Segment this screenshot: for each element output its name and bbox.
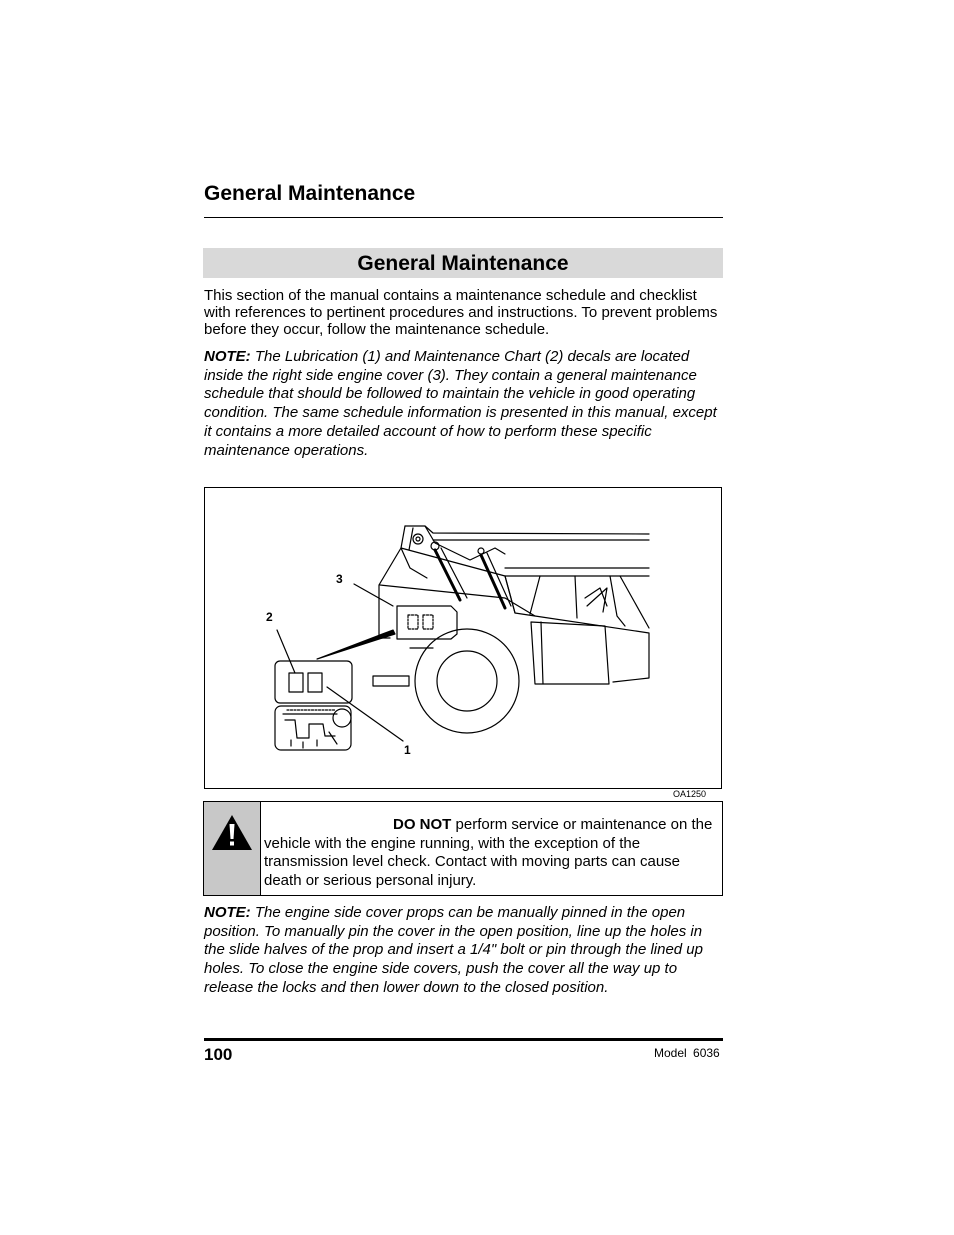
warning-gutter [204, 802, 261, 895]
engine-cover-figure [204, 487, 722, 799]
note-label: NOTE: [204, 904, 251, 921]
note-lubrication [204, 348, 726, 460]
figure-id: OA1250 [673, 789, 707, 799]
warning-exclamation-icon [210, 813, 254, 853]
leader-1 [327, 687, 403, 741]
decal-2-small [423, 615, 433, 629]
decal-panel-3 [397, 606, 457, 639]
section-title: General Maintenance [203, 248, 723, 278]
callout-3: 3 [336, 572, 343, 586]
engine-cover-illustration [205, 488, 721, 799]
warning-box [203, 801, 723, 896]
wheel-hub [437, 651, 497, 711]
intro-paragraph: This section of the manual contains a maintenance schedule and checklist with references to pertinent procedures and instructions. To prevent problems before they occur, follow the maintenance schedule. [204, 287, 718, 338]
boom-pivot [413, 534, 423, 544]
steering-wheel [587, 588, 607, 612]
wheel-tire [415, 629, 519, 733]
page-number: 100 [204, 1045, 233, 1064]
note-cover-props [204, 904, 726, 998]
footer-rule [204, 1038, 723, 1041]
inset-engine-view [275, 706, 351, 750]
leader-3 [354, 584, 393, 606]
page-header-title: General Maintenance [204, 182, 416, 205]
note-text: The engine side cover props can be manually pinned in the open position. To manually pin the cover in the open position, line up the holes in the slide halves of the prop and insert a 1/4" bolt or pin through the lined up holes. To close the engine side covers, push the cover all the way up to release the locks and then lower down to the closed position. [204, 904, 703, 996]
decal-1-small [408, 615, 418, 629]
decal-lubrication [308, 673, 322, 692]
note-label: NOTE: [204, 348, 251, 365]
decal-maintenance-chart [289, 673, 303, 692]
header-rule [204, 217, 723, 218]
warning-text [264, 816, 714, 890]
boom-arm [405, 526, 649, 534]
callout-2: 2 [266, 610, 273, 624]
leader-2 [277, 630, 295, 673]
warning-do-not: DO NOT [393, 816, 452, 833]
warning-body: perform service or maintenance on the vehicle with the engine running, with the exception of the transmission level check. Contact with moving parts can cause death or serious personal injury. [264, 816, 713, 889]
leader-wedge [317, 630, 395, 659]
note-text: The Lubrication (1) and Maintenance Chart (2) decals are located inside the right side engine cover (3). They contain a general maintenance schedule that should be followed to maintain the vehicle in good operating condition. The same schedule information is presented in this manual, except it contains a more detailed account of how to perform these specific maintenance operations. [204, 348, 717, 459]
model-label: Model 6036 [654, 1046, 720, 1060]
prop-cylinder-2 [481, 555, 505, 608]
callout-1: 1 [404, 743, 411, 757]
